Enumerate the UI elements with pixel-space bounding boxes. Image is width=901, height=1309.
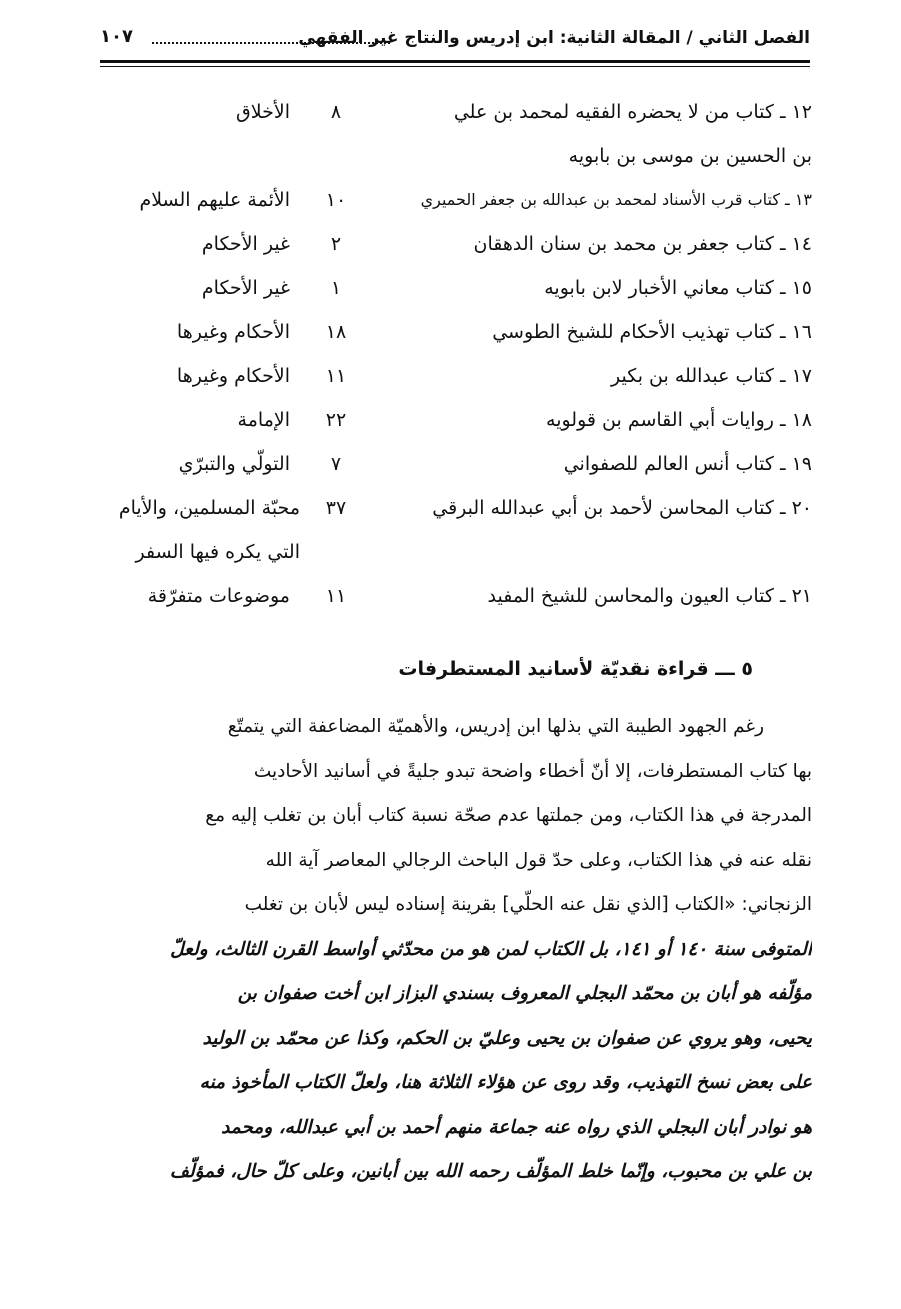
quoted-line: يحيى، وهو يروي عن صفوان بن يحيى وعليّ بن الحكم، وكذا عن محمّد بن الوليد [202,1027,812,1049]
narration-count: ٣٧ [325,497,347,519]
topic: غير الأحكام [201,277,290,299]
narration-count: ١١ [325,585,347,607]
paragraph-line: نقله عنه في هذا الكتاب، وعلى حدّ قول الباحث الرجالي المعاصر آية الله [265,849,812,871]
book-title: ٢١ ـ كتاب العيون والمحاسن للشيخ المفيد [487,585,812,607]
header-title: الفصل الثاني / المقالة الثانية: ابن إدريس والنتاج غير الفقهي [298,28,810,48]
topic: الإمامة [237,409,290,431]
book-title: ١٤ ـ كتاب جعفر بن محمد بن سنان الدهقان [473,233,812,255]
narration-count: ١ [330,277,342,299]
table-row [90,398,812,442]
topic: الأحكام وغيرها [176,365,290,387]
topic: موضوعات متفرّقة [147,585,290,607]
table-row [90,354,812,398]
book-title: ١٩ ـ كتاب أنس العالم للصفواني [563,453,812,475]
narration-count: ١٨ [325,321,347,343]
topic: التولّي والتبرّي [178,453,290,475]
table-row [90,178,812,222]
quoted-line: المتوفى سنة ١٤٠ أو ١٤١، بل الكتاب لمن هو من محدّثي أواسط القرن الثالث، ولعلّ [170,938,812,960]
section-heading: ٥ ـــ قراءة نقديّة لأسانيد المستطرفات [398,658,753,680]
paragraph-line: الزنجاني: «الكتاب [الذي نقل عنه الحلّي] بقرينة إسناده ليس لأبان بن تغلب [244,894,812,915]
quoted-line: هو نوادر أبان البجلي الذي رواه عنه جماعة منهم أحمد بن أبي عبدالله، ومحمد [221,1116,812,1138]
narration-count: ١١ [325,365,347,387]
table-row [90,90,812,134]
quoted-line: بن علي بن محبوب، وإنّما خلط المؤلّف رحمه الله بين أبانين، وعلى كلّ حال، فمؤلّف [169,1161,812,1182]
topic: محبّة المسلمين، والأيام التي يكره فيها السفر [118,497,300,563]
narration-count: ٧ [330,453,342,475]
book-title: ١٢ ـ كتاب من لا يحضره الفقيه لمحمد بن علي [453,101,812,123]
quoted-line: مؤلّفه هو أبان بن محمّد البجلي المعروف بسندي البزاز ابن أخت صفوان بن [237,983,812,1004]
body-paragraph [100,705,812,1195]
running-header [100,24,810,58]
sources-table [90,90,812,618]
table-row [90,486,812,574]
quoted-line: على بعض نسخ التهذيب، وقد روى عن هؤلاء الثلاثة هنا، ولعلّ الكتاب المأخوذ منه [199,1072,812,1093]
page-number: ١٠٧ [100,26,133,47]
book-title: ١٧ ـ كتاب عبدالله بن بكير [611,365,812,387]
narration-count: ٢٢ [325,409,347,431]
narration-count: ١٠ [325,189,347,211]
header-rule-thick [100,60,810,63]
paragraph-line: بها كتاب المستطرفات، إلا أنّ أخطاء واضحة تبدو جليةً في أسانيد الأحاديث [253,760,812,782]
book-title: ١٥ ـ كتاب معاني الأخبار لابن بابويه [544,277,812,299]
table-row [90,222,812,266]
table-row [90,442,812,486]
topic: الأئمة عليهم السلام [139,189,290,211]
narration-count: ٢ [330,233,342,255]
header-dot-leader [152,34,390,44]
table-row [90,310,812,354]
paragraph-line: رغم الجهود الطيبة التي بذلها ابن إدريس، والأهميّة المضاعفة التي يتمتّع [227,716,764,737]
table-row [90,266,812,310]
table-row [90,574,812,618]
topic: غير الأحكام [201,233,290,255]
book-title: ٢٠ ـ كتاب المحاسن لأحمد بن أبي عبدالله البرقي [432,497,812,519]
book-title: بن الحسين بن موسى بن بابويه [568,145,812,167]
table-row-continuation [90,134,812,178]
paragraph-line: المدرجة في هذا الكتاب، ومن جملتها عدم صحّة نسبة كتاب أبان بن تغلب إليه مع [205,805,812,826]
header-rule-thin [100,66,810,67]
topic: الأخلاق [236,101,290,123]
book-title: ١٦ ـ كتاب تهذيب الأحكام للشيخ الطوسي [492,321,812,343]
topic: الأحكام وغيرها [176,321,290,343]
book-title: ١٣ ـ كتاب قرب الأسناد لمحمد بن عبدالله بن جعفر الحميري [420,190,812,209]
narration-count: ٨ [330,101,342,123]
book-title: ١٨ ـ روايات أبي القاسم بن قولويه [546,409,812,431]
